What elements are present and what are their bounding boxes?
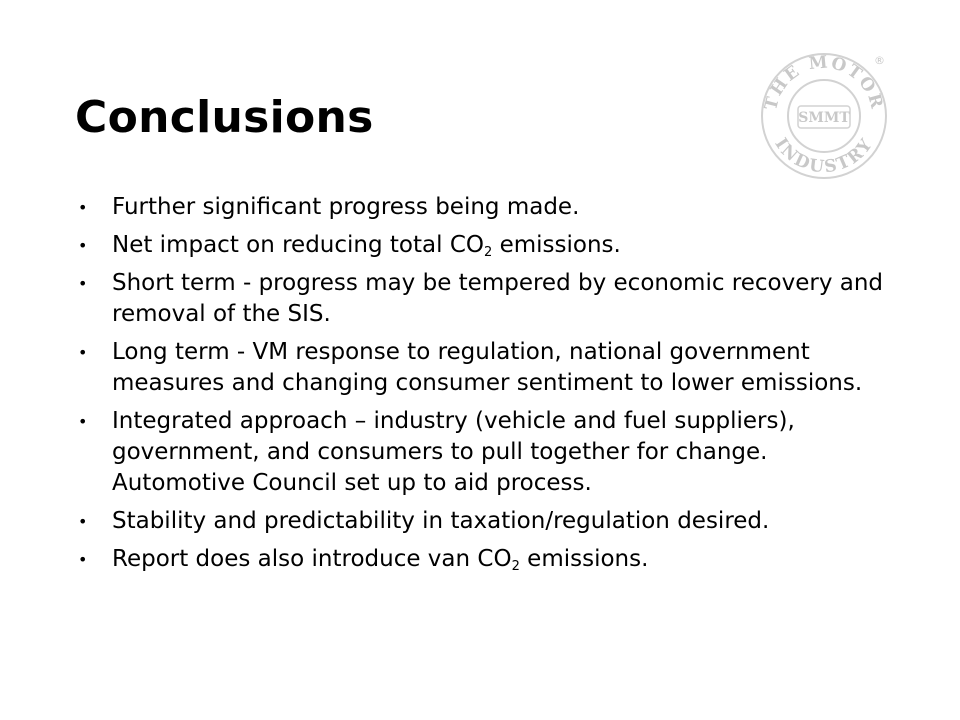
bullet-item bbox=[78, 230, 898, 261]
bullet-item bbox=[78, 337, 898, 399]
bullet-marker: • bbox=[78, 236, 88, 255]
bullet-list bbox=[78, 192, 898, 582]
slide-title: Conclusions bbox=[75, 92, 374, 143]
bullet-text: Net impact on reducing total $CO_2$ emissions. bbox=[112, 232, 621, 260]
bullet-marker: • bbox=[78, 198, 88, 217]
bullet-text: Integrated approach – industry (vehicle and fuel suppliers), government, and consumers to pull together for change. Automotive Council set up to aid process. bbox=[112, 408, 795, 496]
logo-top-text: THE MOTOR bbox=[761, 52, 887, 113]
bullet-text: Short term - progress may be tempered by economic recovery and removal of the SIS. bbox=[112, 270, 884, 327]
bullet-marker: • bbox=[78, 512, 88, 531]
bullet-text: Report does also introduce van $CO_2$ emissions. bbox=[112, 546, 649, 574]
bullet-marker: • bbox=[78, 274, 88, 293]
bullet-item bbox=[78, 506, 898, 537]
bullet-marker: • bbox=[78, 343, 88, 362]
bullet-text: Further significant progress being made. bbox=[112, 194, 580, 220]
bullet-item bbox=[78, 192, 898, 223]
bullet-item bbox=[78, 406, 898, 499]
bullet-item bbox=[78, 544, 898, 575]
logo-center-text: SMMT bbox=[798, 110, 850, 126]
logo-registered-mark: ® bbox=[874, 54, 885, 67]
logo-bottom-text: INDUSTRY bbox=[770, 134, 878, 178]
bullet-text: Long term - VM response to regulation, national government measures and changing consumer sentiment to lower emissions. bbox=[112, 339, 863, 396]
smmt-logo bbox=[754, 46, 894, 186]
bullet-marker: • bbox=[78, 412, 88, 431]
bullet-marker: • bbox=[78, 550, 88, 569]
bullet-item bbox=[78, 268, 898, 330]
bullet-text: Stability and predictability in taxation/regulation desired. bbox=[112, 508, 770, 534]
